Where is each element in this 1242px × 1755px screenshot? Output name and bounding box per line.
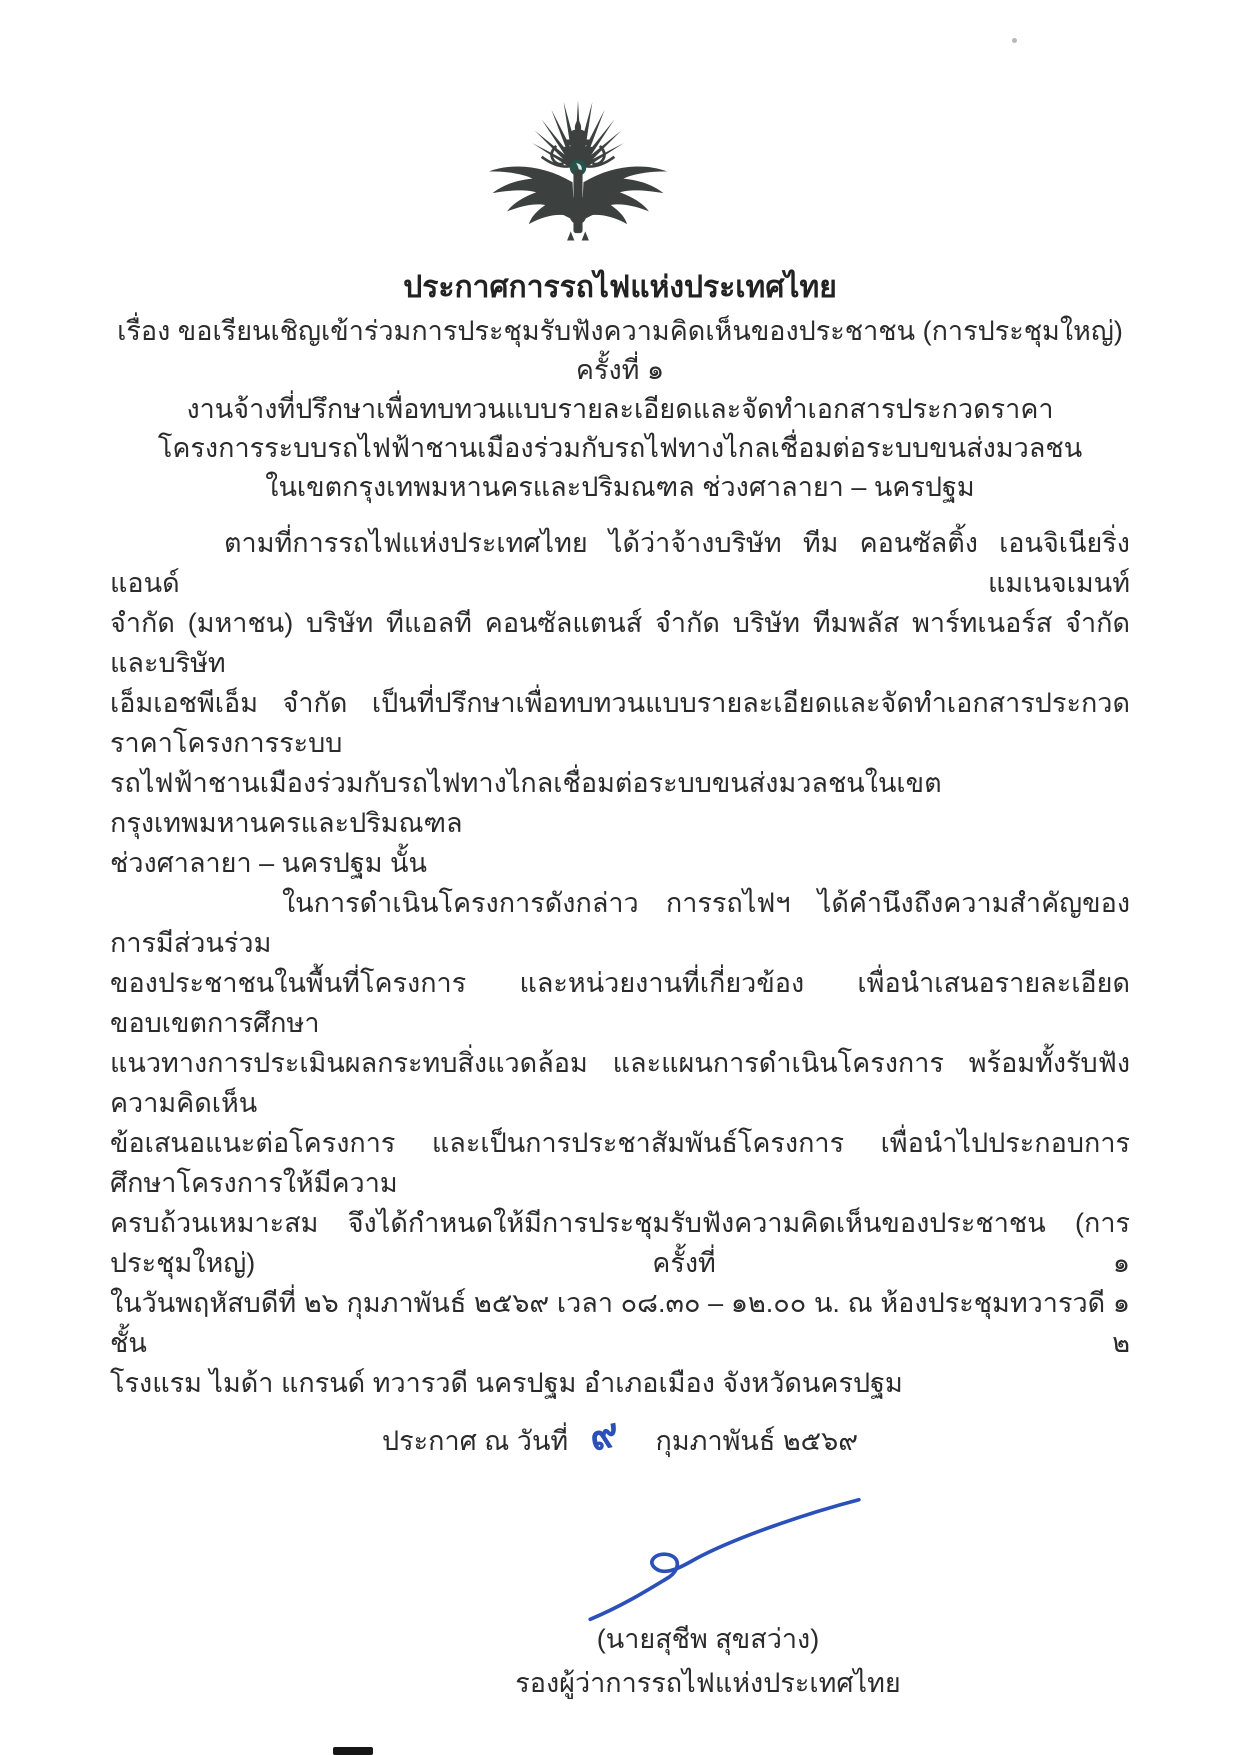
body-line: แนวทางการประเมินผลกระทบสิ่งแวดล้อม และแผนการดำเนินโครงการ พร้อมทั้งรับฟังความคิดเห็น [110,1048,1130,1118]
signer-title: รองผู้ว่าการรถไฟแห่งประเทศไทย [515,1668,901,1698]
paragraph-1 [110,523,1130,883]
document-content [110,0,1130,1705]
signature-block [198,1485,1218,1705]
subject-line: โครงการระบบรถไฟฟ้าชานเมืองร่วมกับรถไฟทางไกลเชื่อมต่อระบบขนส่งมวลชน [157,433,1083,463]
signature-ink-icon [518,1485,898,1623]
body-line: ครบถ้วนเหมาะสม จึงได้กำหนดให้มีการประชุมรับฟังความคิดเห็นของประชาชน (การประชุมใหญ่) ครั้งที่ ๑ [110,1208,1130,1278]
body-line: ตามที่การรถไฟแห่งประเทศไทย ได้ว่าจ้างบริษัท ทีม คอนซัลติ้ง เอนจิเนียริ่ง แอนด์ แมเนจเมนท์ [110,528,1130,598]
body-line: ข้อเสนอแนะต่อโครงการ และเป็นการประชาสัมพันธ์โครงการ เพื่อนำไปประกอบการศึกษาโครงการให้มีความ [110,1128,1130,1198]
body-line: ของประชาชนในพื้นที่โครงการ และหน่วยงานที่เกี่ยวข้อง เพื่อนำเสนอรายละเอียด ขอบเขตการศึกษา [110,968,1130,1038]
body-line: โรงแรม ไมด้า แกรนด์ ทวารวดี นครปฐม อำเภอเมือง จังหวัดนครปฐม [110,1368,903,1398]
signer-name: (นายสุชีพ สุขสว่าง) [596,1624,820,1654]
body-line: ในวันพฤหัสบดีที่ ๒๖ กุมภาพันธ์ ๒๕๖๙ เวลา ๐๘.๓๐ – ๑๒.๐๐ น. ณ ห้องประชุมทวารวดี ๑ ชั้น ๒ [110,1288,1130,1358]
date-suffix: กุมภาพันธ์ ๒๕๖๙ [655,1426,859,1456]
body-line: จำกัด (มหาชน) บริษัท ทีแอลที คอนซัลแตนส์ จำกัด บริษัท ทีมพลัส พาร์ทเนอร์ส จำกัด และบริษัท [110,608,1130,678]
scan-artifact-bottom [333,1747,373,1755]
subject-line: เรื่อง ขอเรียนเชิญเข้าร่วมการประชุมรับฟังความคิดเห็นของประชาชน (การประชุมใหญ่) ครั้งที่ ๑ [117,316,1123,385]
body-line: ในการดำเนินโครงการดังกล่าว การรถไฟฯ ได้คำนึงถึงความสำคัญของการมีส่วนร่วม [110,888,1130,958]
date-prefix: ประกาศ ณ วันที่ [381,1426,569,1456]
subject-line: ในเขตกรุงเทพมหานครและปริมณฑล ช่วงศาลายา – นครปฐม [265,472,975,502]
body-line: ช่วงศาลายา – นครปฐม นั้น [110,848,427,878]
body-line: เอ็มเอชพีเอ็ม จำกัด เป็นที่ปรึกษาเพื่อทบทวนแบบรายละเอียดและจัดทำเอกสารประกวดราคาโครงการระบบ [110,688,1130,758]
srt-emblem-icon [478,85,678,245]
document-title: ประกาศการรถไฟแห่งประเทศไทย [403,271,837,304]
paragraph-2 [110,883,1130,1403]
subject-line: งานจ้างที่ปรึกษาเพื่อทบทวนแบบรายละเอียดและจัดทำเอกสารประกวดราคา [186,394,1054,424]
body-line: รถไฟฟ้าชานเมืองร่วมกับรถไฟทางไกลเชื่อมต่อระบบขนส่งมวลชนในเขตกรุงเทพมหานครและปริมณฑล [110,768,942,838]
subject-block [110,312,1130,507]
handwritten-day-ink: ๙ [585,1410,624,1460]
date-line [110,1410,1130,1465]
